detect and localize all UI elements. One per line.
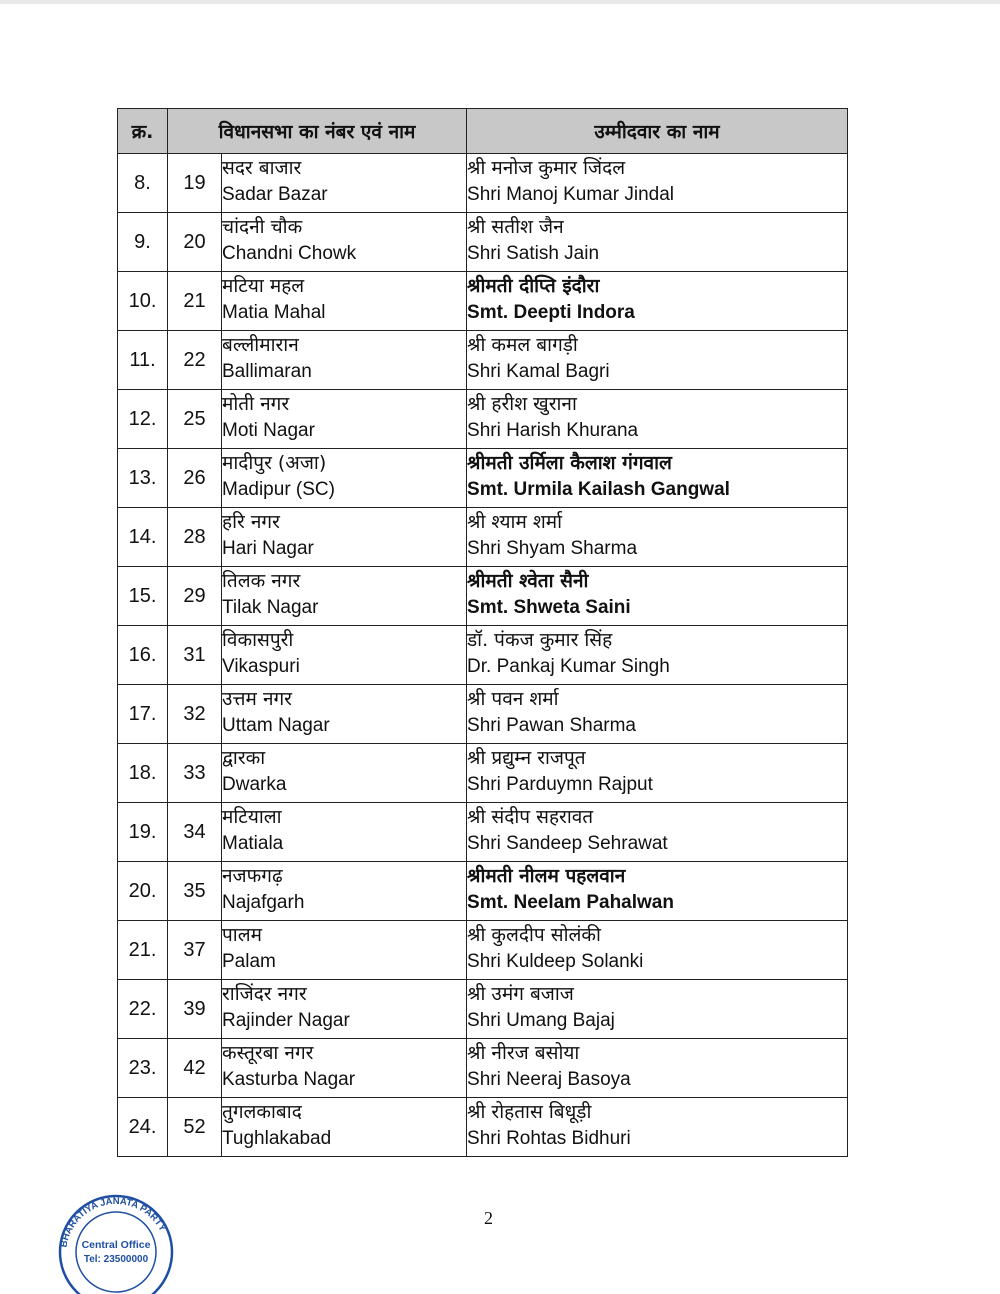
constituency-name-hindi: नजफगढ़ [222,865,283,887]
candidate-list-table [117,108,848,1157]
serial-number: 11. [118,331,168,390]
candidate-name-hindi: श्रीमती उर्मिला कैलाश गंगवाल [467,452,672,474]
table-row [118,744,848,803]
constituency-name-english: Palam [222,951,276,972]
constituency-name [222,331,467,390]
candidate-name-english: Shri Sandeep Sehrawat [467,833,668,854]
constituency-name-english: Matia Mahal [222,302,326,323]
candidate-name-hindi: श्री श्याम शर्मा [467,511,563,533]
constituency-number: 34 [168,803,222,862]
candidate-name [467,744,848,803]
serial-number: 22. [118,980,168,1039]
serial-number: 13. [118,449,168,508]
candidate-name-hindi: डॉ. पंकज कुमार सिंह [467,629,613,651]
candidate-name [467,508,848,567]
serial-number: 12. [118,390,168,449]
serial-number: 10. [118,272,168,331]
constituency-number: 32 [168,685,222,744]
stamp-line2: Tel: 23500000 [83,1254,149,1265]
serial-number: 16. [118,626,168,685]
constituency-number: 26 [168,449,222,508]
serial-number: 24. [118,1098,168,1157]
constituency-name-hindi: पालम [222,924,262,946]
serial-number: 23. [118,1039,168,1098]
constituency-number: 22 [168,331,222,390]
candidate-name-hindi: श्री उमंग बजाज [467,983,574,1005]
candidate-name [467,862,848,921]
constituency-name [222,1039,467,1098]
table-row [118,390,848,449]
table-row [118,862,848,921]
constituency-number: 35 [168,862,222,921]
constituency-number: 39 [168,980,222,1039]
table-body [118,154,848,1157]
constituency-name-english: Tilak Nagar [222,597,319,618]
header-serial: क्र. [118,109,168,154]
constituency-name-english: Najafgarh [222,892,305,913]
candidate-name-english: Dr. Pankaj Kumar Singh [467,656,670,677]
constituency-name-english: Moti Nagar [222,420,315,441]
constituency-name [222,626,467,685]
constituency-name-hindi: सदर बाजार [222,157,302,179]
constituency-name-english: Chandni Chowk [222,243,357,264]
constituency-name-english: Uttam Nagar [222,715,330,736]
constituency-name [222,213,467,272]
candidate-name [467,1098,848,1157]
serial-number: 20. [118,862,168,921]
constituency-number: 28 [168,508,222,567]
candidate-name-hindi: श्रीमती नीलम पहलवान [467,865,626,887]
constituency-name [222,921,467,980]
header-candidate: उम्मीदवार का नाम [467,109,848,154]
constituency-name [222,508,467,567]
table-row [118,921,848,980]
candidate-name-hindi: श्री कुलदीप सोलंकी [467,924,601,946]
candidate-name-english: Shri Harish Khurana [467,420,639,441]
candidate-name-english: Smt. Neelam Pahalwan [467,892,674,913]
constituency-number: 52 [168,1098,222,1157]
serial-number: 21. [118,921,168,980]
serial-number: 14. [118,508,168,567]
table-row [118,1039,848,1098]
candidate-name-english: Smt. Shweta Saini [467,597,631,618]
candidate-name-english: Smt. Urmila Kailash Gangwal [467,479,730,500]
constituency-name-english: Tughlakabad [222,1128,332,1149]
candidate-name-hindi: श्रीमती श्वेता सैनी [467,570,589,592]
constituency-name-hindi: चांदनी चौक [222,216,303,238]
candidate-name [467,980,848,1039]
candidate-name-hindi: श्री प्रद्युम्न राजपूत [467,747,586,769]
serial-number: 8. [118,154,168,213]
constituency-number: 37 [168,921,222,980]
candidate-name-english: Shri Neeraj Basoya [467,1069,631,1090]
candidate-name-english: Shri Shyam Sharma [467,538,638,559]
candidate-name [467,626,848,685]
constituency-number: 42 [168,1039,222,1098]
candidate-name-hindi: श्री मनोज कुमार जिंदल [467,157,626,179]
candidate-name [467,1039,848,1098]
constituency-name-hindi: मटिया महल [222,275,305,297]
header-constituency: विधानसभा का नंबर एवं नाम [168,109,467,154]
candidate-name-hindi: श्री हरीश खुराना [467,393,577,415]
candidate-name-english: Shri Kamal Bagri [467,361,610,382]
constituency-name-english: Matiala [222,833,284,854]
constituency-name [222,744,467,803]
serial-number: 18. [118,744,168,803]
constituency-number: 33 [168,744,222,803]
constituency-name-english: Vikaspuri [222,656,300,677]
candidate-name-english: Shri Kuldeep Solanki [467,951,644,972]
constituency-name-english: Dwarka [222,774,287,795]
candidate-name-english: Shri Umang Bajaj [467,1010,615,1031]
serial-number: 9. [118,213,168,272]
table-row [118,272,848,331]
constituency-number: 29 [168,567,222,626]
table-row [118,508,848,567]
constituency-name [222,980,467,1039]
constituency-name [222,272,467,331]
constituency-name-hindi: उत्तम नगर [222,688,292,710]
candidate-name-hindi: श्री पवन शर्मा [467,688,559,710]
constituency-name-english: Hari Nagar [222,538,314,559]
candidate-name [467,921,848,980]
constituency-number: 20 [168,213,222,272]
candidate-name-english: Shri Manoj Kumar Jindal [467,184,674,205]
table-row [118,154,848,213]
constituency-number: 19 [168,154,222,213]
serial-number: 17. [118,685,168,744]
candidate-name-english: Smt. Deepti Indora [467,302,635,323]
candidate-name [467,567,848,626]
constituency-name [222,390,467,449]
table-header-row [118,109,848,154]
table-row [118,980,848,1039]
candidate-name-english: Shri Satish Jain [467,243,600,264]
constituency-number: 21 [168,272,222,331]
table-row [118,567,848,626]
constituency-name [222,803,467,862]
candidate-name-english: Shri Rohtas Bidhuri [467,1128,631,1149]
constituency-name-hindi: राजिंदर नगर [222,983,307,1005]
table-row [118,626,848,685]
constituency-name-english: Ballimaran [222,361,312,382]
candidate-name [467,390,848,449]
constituency-name-hindi: बल्लीमारान [222,334,299,356]
constituency-name-english: Sadar Bazar [222,184,328,205]
party-seal-stamp [48,1182,180,1294]
constituency-name [222,567,467,626]
candidate-name-hindi: श्री सतीश जैन [467,216,564,238]
constituency-name-english: Rajinder Nagar [222,1010,350,1031]
constituency-name [222,449,467,508]
constituency-number: 31 [168,626,222,685]
constituency-name-hindi: तिलक नगर [222,570,301,592]
page-number: 2 [484,1208,493,1228]
candidate-name-hindi: श्री नीरज बसोया [467,1042,580,1064]
table-row [118,803,848,862]
constituency-name-hindi: तुगलकाबाद [222,1101,302,1123]
candidate-name [467,685,848,744]
candidate-name-hindi: श्री संदीप सहरावत [467,806,594,828]
constituency-name-english: Madipur (SC) [222,479,335,500]
constituency-name-hindi: कस्तूरबा नगर [222,1042,314,1064]
constituency-name [222,685,467,744]
candidate-name [467,272,848,331]
constituency-name-hindi: मटियाला [222,806,282,828]
candidate-name [467,803,848,862]
candidate-name [467,331,848,390]
table-row [118,1098,848,1157]
constituency-name [222,1098,467,1157]
constituency-number: 25 [168,390,222,449]
table-row [118,331,848,390]
constituency-name-hindi: द्वारका [222,747,266,769]
constituency-name-hindi: हरि नगर [222,511,280,533]
constituency-name-hindi: मोती नगर [222,393,290,415]
constituency-name [222,862,467,921]
candidate-name [467,449,848,508]
constituency-name-hindi: मादीपुर (अजा) [222,452,327,474]
candidate-name-english: Shri Pawan Sharma [467,715,636,736]
constituency-name-hindi: विकासपुरी [222,629,294,651]
stamp-ring-text: BHARATIYA JANATA PARTY [58,1195,168,1249]
candidate-name-english: Shri Parduymn Rajput [467,774,653,795]
page-top-edge [0,0,1000,4]
candidate-name [467,213,848,272]
table-row [118,449,848,508]
constituency-name-english: Kasturba Nagar [222,1069,356,1090]
candidate-name-hindi: श्रीमती दीप्ति इंदौरा [467,275,600,297]
candidate-name [467,154,848,213]
stamp-line1: Central Office [81,1239,151,1251]
candidate-name-hindi: श्री रोहतास बिधूड़ी [467,1101,592,1123]
serial-number: 19. [118,803,168,862]
candidate-name-hindi: श्री कमल बागड़ी [467,334,578,356]
table-row [118,685,848,744]
table-row [118,213,848,272]
serial-number: 15. [118,567,168,626]
constituency-name [222,154,467,213]
